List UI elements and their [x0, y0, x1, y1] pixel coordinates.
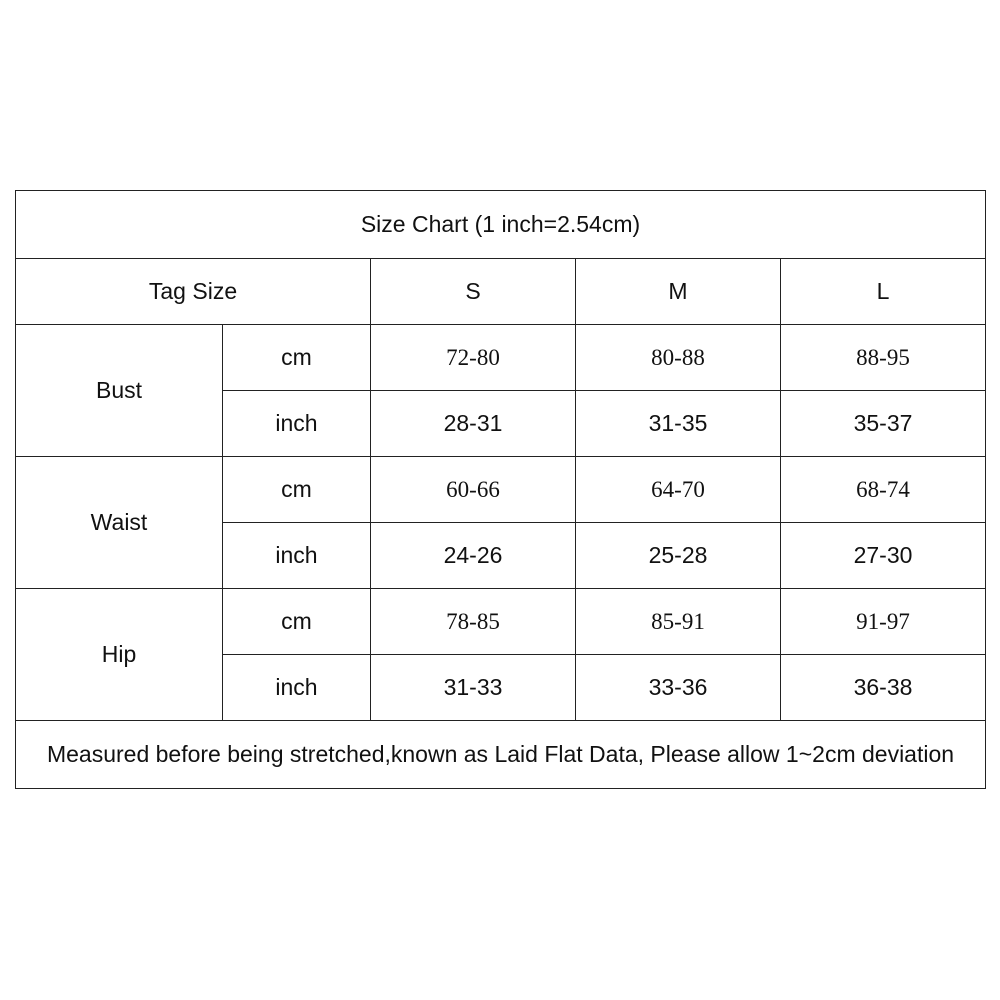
note-row: [16, 721, 986, 789]
measurement-name-waist: Waist: [16, 457, 223, 589]
value-cell: 64-70: [576, 457, 781, 523]
value-cell: 27-30: [781, 523, 986, 589]
value-cell: 91-97: [781, 589, 986, 655]
value-cell: 88-95: [781, 325, 986, 391]
size-chart-table: [15, 190, 986, 789]
table-row: [16, 589, 986, 655]
value-cell: 24-26: [371, 523, 576, 589]
value-cell: 80-88: [576, 325, 781, 391]
unit-label-inch: inch: [223, 391, 371, 457]
value-cell: 68-74: [781, 457, 986, 523]
value-cell: 72-80: [371, 325, 576, 391]
value-cell: 28-31: [371, 391, 576, 457]
table-row: [16, 457, 986, 523]
unit-label-cm: cm: [223, 589, 371, 655]
value-cell: 25-28: [576, 523, 781, 589]
measurement-name-bust: Bust: [16, 325, 223, 457]
measurement-note: Measured before being stretched,known as Laid Flat Data, Please allow 1~2cm deviation: [16, 721, 986, 789]
value-cell: 35-37: [781, 391, 986, 457]
unit-label-inch: inch: [223, 523, 371, 589]
title-row: [16, 191, 986, 259]
chart-title: Size Chart (1 inch=2.54cm): [16, 191, 986, 259]
unit-label-inch: inch: [223, 655, 371, 721]
tag-size-header: Tag Size: [16, 259, 371, 325]
value-cell: 78-85: [371, 589, 576, 655]
table-row: [16, 325, 986, 391]
size-header-l: L: [781, 259, 986, 325]
value-cell: 85-91: [576, 589, 781, 655]
size-header-s: S: [371, 259, 576, 325]
value-cell: 31-35: [576, 391, 781, 457]
value-cell: 33-36: [576, 655, 781, 721]
size-header-m: M: [576, 259, 781, 325]
value-cell: 36-38: [781, 655, 986, 721]
value-cell: 60-66: [371, 457, 576, 523]
unit-label-cm: cm: [223, 325, 371, 391]
value-cell: 31-33: [371, 655, 576, 721]
measurement-name-hip: Hip: [16, 589, 223, 721]
header-row: [16, 259, 986, 325]
unit-label-cm: cm: [223, 457, 371, 523]
